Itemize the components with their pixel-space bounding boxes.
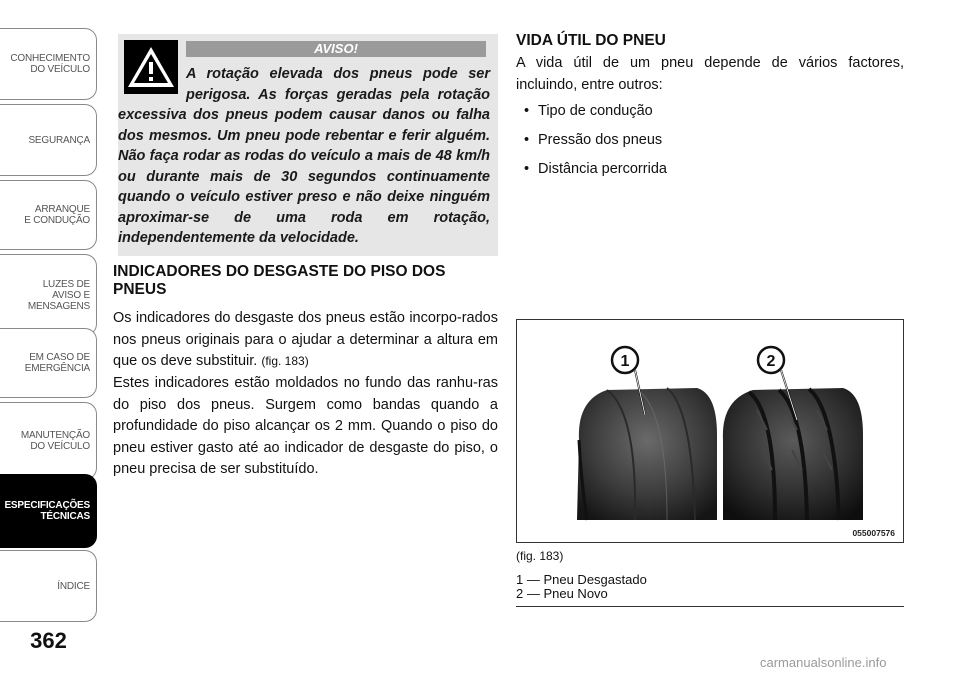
tab-label: LUZES DE AVISO E MENSAGENS [27, 278, 90, 312]
warning-title: AVISO! [186, 41, 486, 57]
list-item-text: Distância percorrida [538, 161, 667, 177]
figure-caption: (fig. 183) [516, 549, 564, 563]
paragraph: A vida útil de um pneu depende de vários factores, incluindo, entre outros: [516, 55, 904, 93]
tire-illustration [517, 320, 903, 542]
tab-conhecimento-do-veiculo[interactable] [0, 28, 97, 100]
bullet-list [516, 97, 904, 184]
figure-reference: (fig. 183) [261, 354, 309, 368]
bullet-icon: • [524, 103, 530, 119]
list-item [516, 97, 904, 126]
paragraph-text: Os indicadores do desgaste dos pneus estão incorpo-rados nos pneus originais para o ajudar a determinar a altura em que os deve substituir. [113, 310, 498, 369]
callout-1-label: 1 [620, 353, 630, 370]
bullet-icon: • [524, 161, 530, 177]
tab-label: CONHECIMENTO DO VEÍCULO [10, 53, 90, 75]
tab-label: SEGURANÇA [28, 134, 90, 146]
legend-item: 2 — Pneu Novo [516, 586, 608, 601]
section-heading-tread-wear: INDICADORES DO DESGASTE DO PISO DOS PNEUS [113, 263, 446, 298]
watermark: carmanualsonline.info [760, 655, 887, 670]
legend-item: 1 — Pneu Desgastado [516, 572, 647, 587]
list-item-text: Pressão dos pneus [538, 132, 663, 148]
list-item [516, 126, 904, 155]
tab-label: EM CASO DE EMERGÊNCIA [24, 352, 90, 374]
tab-arranque-e-conducao[interactable] [0, 180, 97, 250]
paragraph: Estes indicadores estão moldados no fundo das ranhu-ras do piso dos pneus. Surgem como bandas quando a profundidade do piso alcançar os 2 mm. Quando o piso do pneu estiver gasto até ao indicador de desgaste do piso, o pneu precisa de ser substituído. [113, 375, 498, 477]
callout-2-label: 2 [766, 353, 776, 370]
tab-especificacoes-tecnicas[interactable] [0, 474, 97, 548]
paragraph [113, 308, 498, 373]
list-item [516, 155, 904, 184]
tire-wear-figure [516, 319, 904, 543]
bullet-icon: • [524, 132, 530, 148]
tab-manutencao-do-veiculo[interactable] [0, 402, 97, 480]
tab-label: ÍNDICE [57, 580, 90, 592]
tab-luzes-de-aviso[interactable] [0, 254, 97, 336]
figure-legend [516, 573, 904, 601]
list-item-text: Tipo de condução [538, 103, 653, 119]
tab-label: ESPECIFICAÇÕES TÉCNICAS [4, 500, 90, 522]
figure-code: 055007576 [852, 528, 895, 538]
warning-box [118, 34, 498, 256]
divider [516, 606, 904, 607]
page-number: 362 [30, 628, 67, 653]
tab-indice[interactable] [0, 550, 97, 622]
tab-label: ARRANQUE E CONDUÇÃO [24, 204, 90, 226]
worn-tire [577, 388, 717, 520]
tab-em-caso-de-emergencia[interactable] [0, 328, 97, 398]
tab-seguranca[interactable] [0, 104, 97, 176]
warning-text [118, 64, 490, 249]
tab-label: MANUTENÇÃO DO VEÍCULO [20, 430, 90, 452]
warning-body: A rotação elevada dos pneus pode ser perigosa. As forças geradas pela rotação excessiva dos pneus podem causar danos ou falha dos mesmos. Um pneu pode rebentar e ferir alguém. Não faça rodar as rodas do veículo a mais de 48 km/h ou durante mais de 30 segundos continuamente quando o veículo estiver preso e não deixe ninguém aproximar-se de uma roda em rotação, independentemente da velocidade. [118, 66, 490, 246]
section-heading-tire-life: VIDA ÚTIL DO PNEU [516, 32, 666, 49]
